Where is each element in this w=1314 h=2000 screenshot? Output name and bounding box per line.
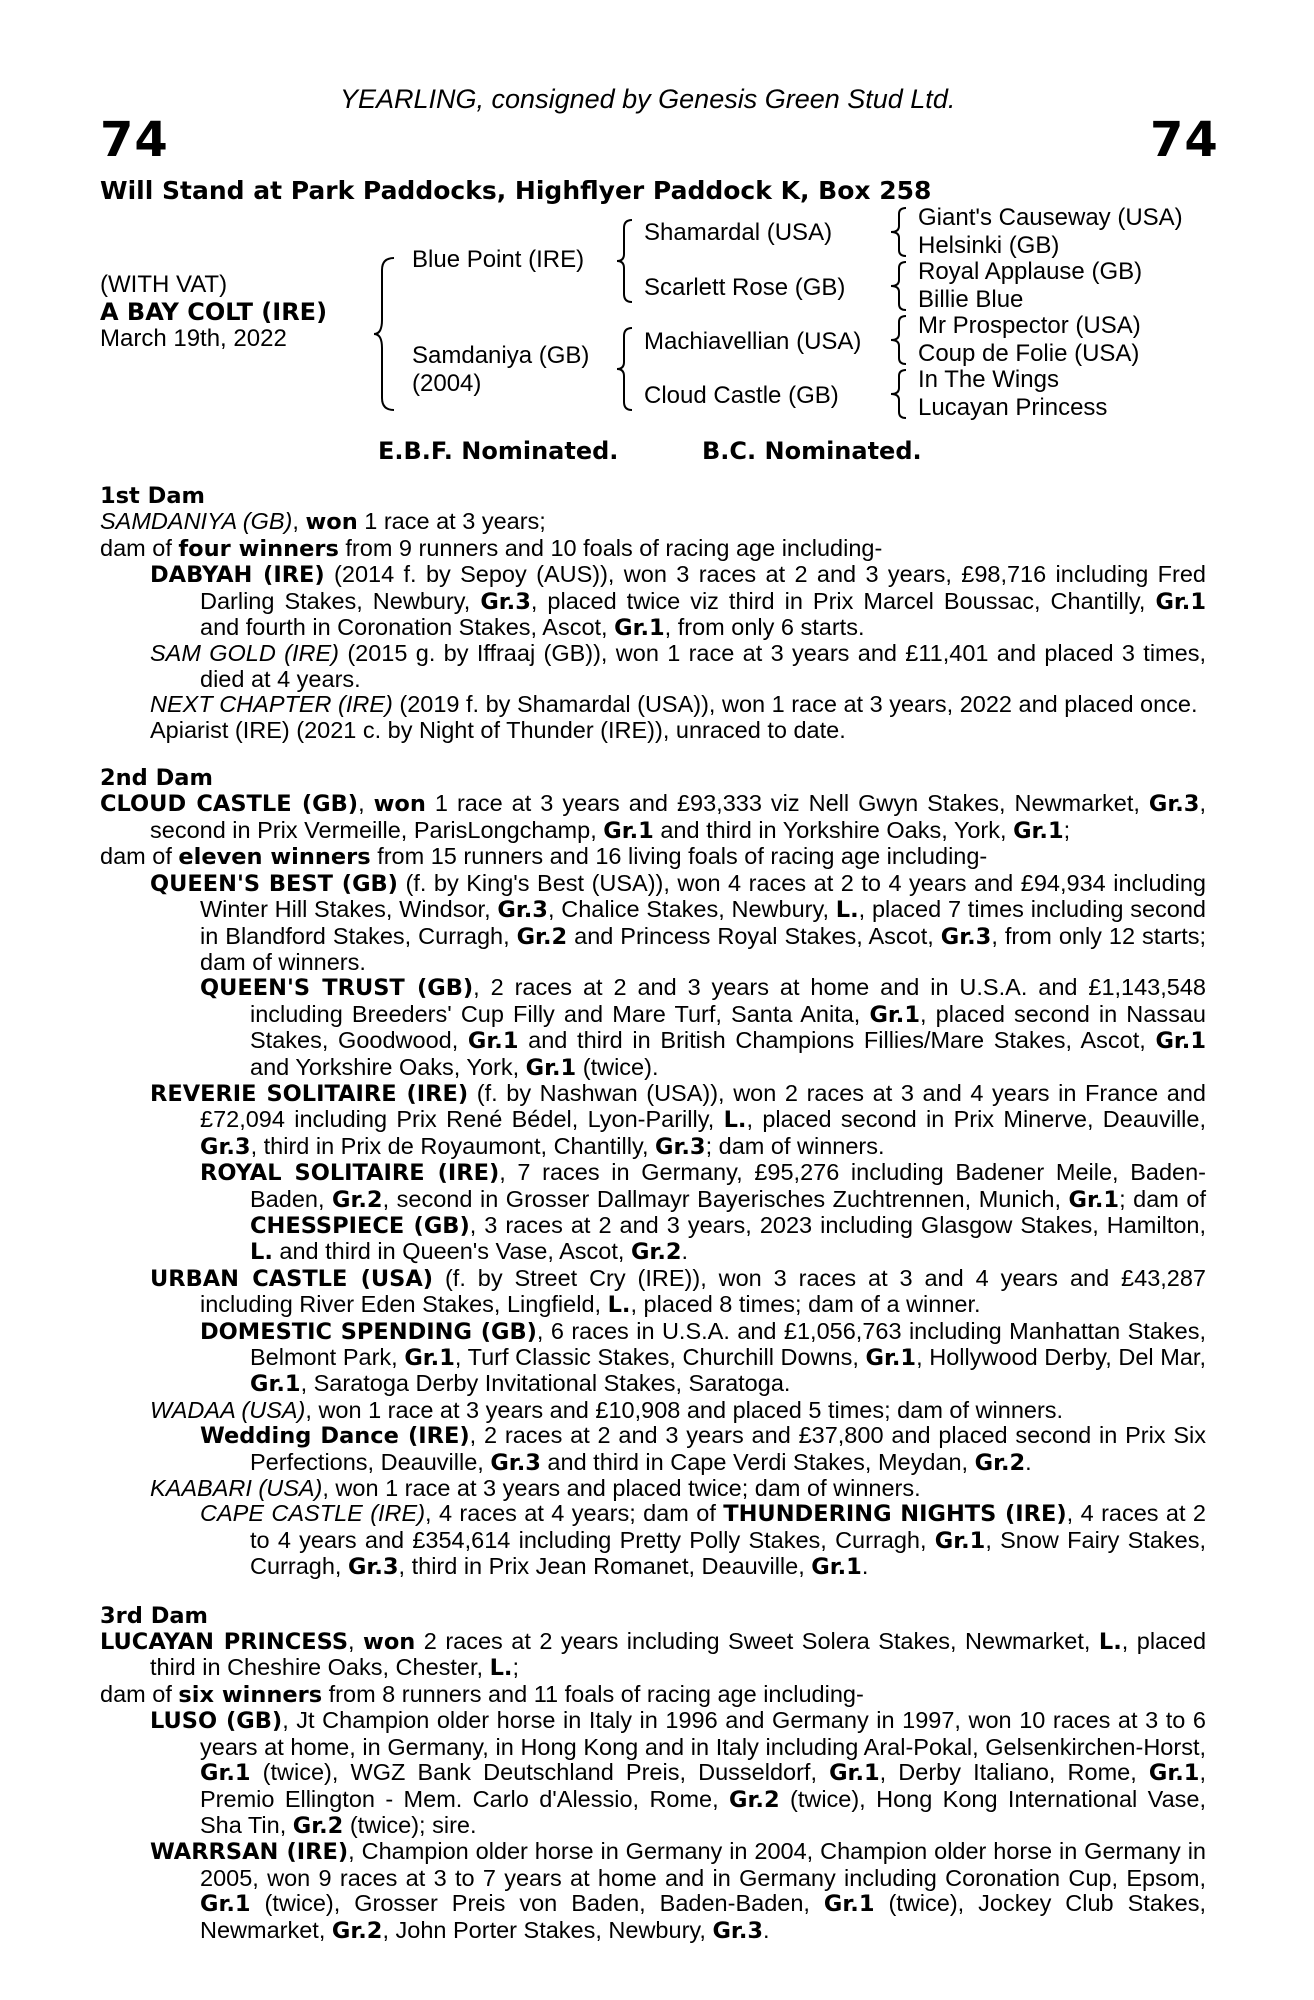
progeny-wedding-dance: Wedding Dance (IRE), 2 races at 2 and 3 years and £37,800 and placed second in Prix Six Perfections, Deauville, Gr.3 and third in Cape Verdi Stakes, Meydan, Gr.2. — [200, 1422, 1206, 1476]
first-dam-record: SAMDANIYA (GB), won 1 race at 3 years; — [100, 508, 546, 536]
progeny-dabyah: DABYAH (IRE) (2014 f. by Sepoy (AUS)), won 3 races at 2 and 3 years, £98,716 including Fred Darling Stakes, Newbury, Gr.3, placed twice viz third in Prix Marcel Boussac, Chantilly, Gr.1 and fourth in Coronation Stakes, Ascot, Gr.1, from only 6 starts. — [150, 561, 1207, 642]
sire-name: Blue Point (IRE) — [412, 246, 585, 273]
dam-dam: Cloud Castle (GB) — [644, 382, 839, 409]
progeny-urban-castle: URBAN CASTLE (USA) (f. by Street Cry (IRE)), won 3 races at 3 and 4 years and £43,287 including River Eden Stakes, Lingfield, L., placed 8 times; dam of a winner. — [150, 1264, 1207, 1319]
progeny-wadaa: WADAA (USA), won 1 race at 3 years and £10,908 and placed 5 times; dam of winners. — [150, 1396, 1064, 1423]
third-dam-record: LUCAYAN PRINCESS, won 2 races at 2 years including Sweet Solera Stakes, Newmarket, L., placed third in Cheshire Oaks, Chester, L.; — [100, 1628, 1207, 1682]
stand-location: Will Stand at Park Paddocks, Highflyer Paddock K, Box 258 — [100, 176, 932, 205]
brace-sd — [888, 260, 910, 312]
third-dam-heading: 3rd Dam — [100, 1602, 208, 1629]
dss: Mr Prospector (USA) — [918, 312, 1141, 339]
first-dam-heading: 1st Dam — [100, 483, 205, 509]
sire-sire: Shamardal (USA) — [644, 219, 833, 246]
progeny-queens-best: QUEEN'S BEST (GB) (f. by King's Best (USA)), won 4 races at 2 to 4 years and £94,934 including Winter Hill Stakes, Windsor, Gr.3, Chalice Stakes, Newbury, L., placed 7 times including second in Blandford Stakes, Curragh, Gr.2 and Princess Royal Stakes, Ascot, Gr.3, from only 12 starts; dam of winners. — [150, 869, 1206, 975]
ddd: Lucayan Princess — [918, 394, 1108, 421]
brace-ds — [888, 314, 910, 366]
brace-main — [372, 256, 398, 412]
bc-nominated: B.C. Nominated. — [702, 437, 922, 465]
dsd: Coup de Folie (USA) — [918, 340, 1140, 367]
brace-dd — [888, 368, 910, 420]
sire-dam: Scarlett Rose (GB) — [644, 274, 846, 301]
progeny-sam-gold: SAM GOLD (IRE) (2015 g. by Iffraaj (GB)), won 1 race at 3 years and £11,401 and placed 3 times, died at 4 years. — [150, 640, 1206, 692]
sss: Giant's Causeway (USA) — [918, 204, 1183, 231]
horse-name: A BAY COLT (IRE) — [100, 298, 328, 326]
dam-name: Samdaniya (GB) — [412, 342, 590, 369]
dam-sire: Machiavellian (USA) — [644, 328, 862, 355]
vat-note: (WITH VAT) — [100, 271, 228, 298]
progeny-luso: LUSO (GB), Jt Champion older horse in Italy in 1996 and Germany in 1997, won 10 races at 3 to 6 years at home, in Germany, in Hong Kong and in Italy including Aral-Pokal, Gelsenkirchen-Horst, Gr.1 (twice), WGZ Bank Deutschland Preis, Dusseldorf, Gr.1, Derby Italiano, Rome, Gr.1, Premio Ellington - Mem. Carlo d'Alessio, Rome, Gr.2 (twice), Hong Kong International Vase, Sha Tin, Gr.2 (twice); sire. — [150, 1707, 1206, 1839]
sdd: Billie Blue — [918, 286, 1024, 313]
brace-dam — [614, 326, 636, 412]
ssd: Helsinki (GB) — [918, 232, 1060, 259]
first-dam-produce: dam of four winners from 9 runners and 10 foals of racing age including- — [100, 534, 883, 562]
second-dam-heading: 2nd Dam — [100, 765, 213, 792]
foaling-date: March 19th, 2022 — [100, 325, 287, 352]
progeny-domestic-spending: DOMESTIC SPENDING (GB), 6 races in U.S.A. and £1,056,763 including Manhattan Stakes, Belmont Park, Gr.1, Turf Classic Stakes, Churchill Downs, Gr.1, Hollywood Derby, Del Mar, Gr.1, Saratoga Derby Invitational Stakes, Saratoga. — [200, 1317, 1206, 1398]
progeny-kaabari: KAABARI (USA), won 1 race at 3 years and placed twice; dam of winners. — [150, 1475, 921, 1502]
progeny-warrsan: WARRSAN (IRE), Champion older horse in Germany in 2004, Champion older horse in Germany in 2005, won 9 races at 3 to 7 years at home and in Germany including Coronation Cup, Epsom, Gr.1 (twice), Grosser Preis von Baden, Baden-Baden, Gr.1 (twice), Jockey Club Stakes, Newmarket, Gr.2, John Porter Stakes, Newbury, Gr.3. — [150, 1838, 1206, 1944]
brace-ss — [888, 206, 910, 258]
progeny-cape-castle: CAPE CASTLE (IRE), 4 races at 4 years; dam of THUNDERING NIGHTS (IRE), 4 races at 2 to 4 years and £354,614 including Pretty Polly Stakes, Curragh, Gr.1, Snow Fairy Stakes, Curragh, Gr.3, third in Prix Jean Romanet, Deauville, Gr.1. — [200, 1500, 1206, 1581]
lot-number-right: 74 — [1150, 112, 1219, 168]
third-dam-produce: dam of six winners from 8 runners and 11 foals of racing age including- — [100, 1680, 864, 1708]
catalogue-body — [100, 484, 1206, 1944]
lot-number-left: 74 — [100, 112, 169, 168]
dds: In The Wings — [918, 366, 1059, 393]
progeny-apiarist: Apiarist (IRE) (2021 c. by Night of Thunder (IRE)), unraced to date. — [150, 716, 846, 743]
progeny-queens-trust: QUEEN'S TRUST (GB), 2 races at 2 and 3 years at home and in U.S.A. and £1,143,548 including Breeders' Cup Filly and Mare Turf, Santa Anita, Gr.1, placed second in Nassau Stakes, Goodwood, Gr.1 and third in British Champions Fillies/Mare Stakes, Ascot, Gr.1 and Yorkshire Oaks, York, Gr.1 (twice). — [200, 974, 1206, 1081]
ebf-nominated: E.B.F. Nominated. — [378, 437, 619, 465]
second-dam-record: CLOUD CASTLE (GB), won 1 race at 3 years and £93,333 viz Nell Gwyn Stakes, Newmarket, Gr.3, second in Prix Vermeille, ParisLongchamp, Gr.1 and third in Yorkshire Oaks, York, Gr.1; — [100, 790, 1206, 844]
brace-sire — [614, 218, 636, 304]
second-dam-produce: dam of eleven winners from 15 runners and 16 living foals of racing age including- — [100, 843, 988, 871]
progeny-next-chapter: NEXT CHAPTER (IRE) (2019 f. by Shamardal (USA)), won 1 race at 3 years, 2022 and placed once. — [150, 691, 1198, 718]
sds: Royal Applause (GB) — [918, 258, 1143, 285]
progeny-reverie-solitaire: REVERIE SOLITAIRE (IRE) (f. by Nashwan (USA)), won 2 races at 3 and 4 years in France and £72,094 including Prix René Bédel, Lyon-Parilly, L., placed second in Prix Minerve, Deauville, Gr.3, third in Prix de Royaumont, Chantilly, Gr.3; dam of winners. — [150, 1079, 1206, 1160]
consignor-subtitle: YEARLING, consigned by Genesis Green Stud Ltd. — [340, 84, 956, 114]
progeny-royal-solitaire: ROYAL SOLITAIRE (IRE), 7 races in Germany, £95,276 including Badener Meile, Baden-Baden, Gr.2, second in Grosser Dallmayr Bayerisches Zuchtrennen, Munich, Gr.1; dam of CHESSPIECE (GB), 3 races at 2 and 3 years, 2023 including Glasgow Stakes, Hamilton, L. and third in Queen's Vase, Ascot, Gr.2. — [200, 1159, 1206, 1266]
dam-year: (2004) — [412, 370, 482, 397]
